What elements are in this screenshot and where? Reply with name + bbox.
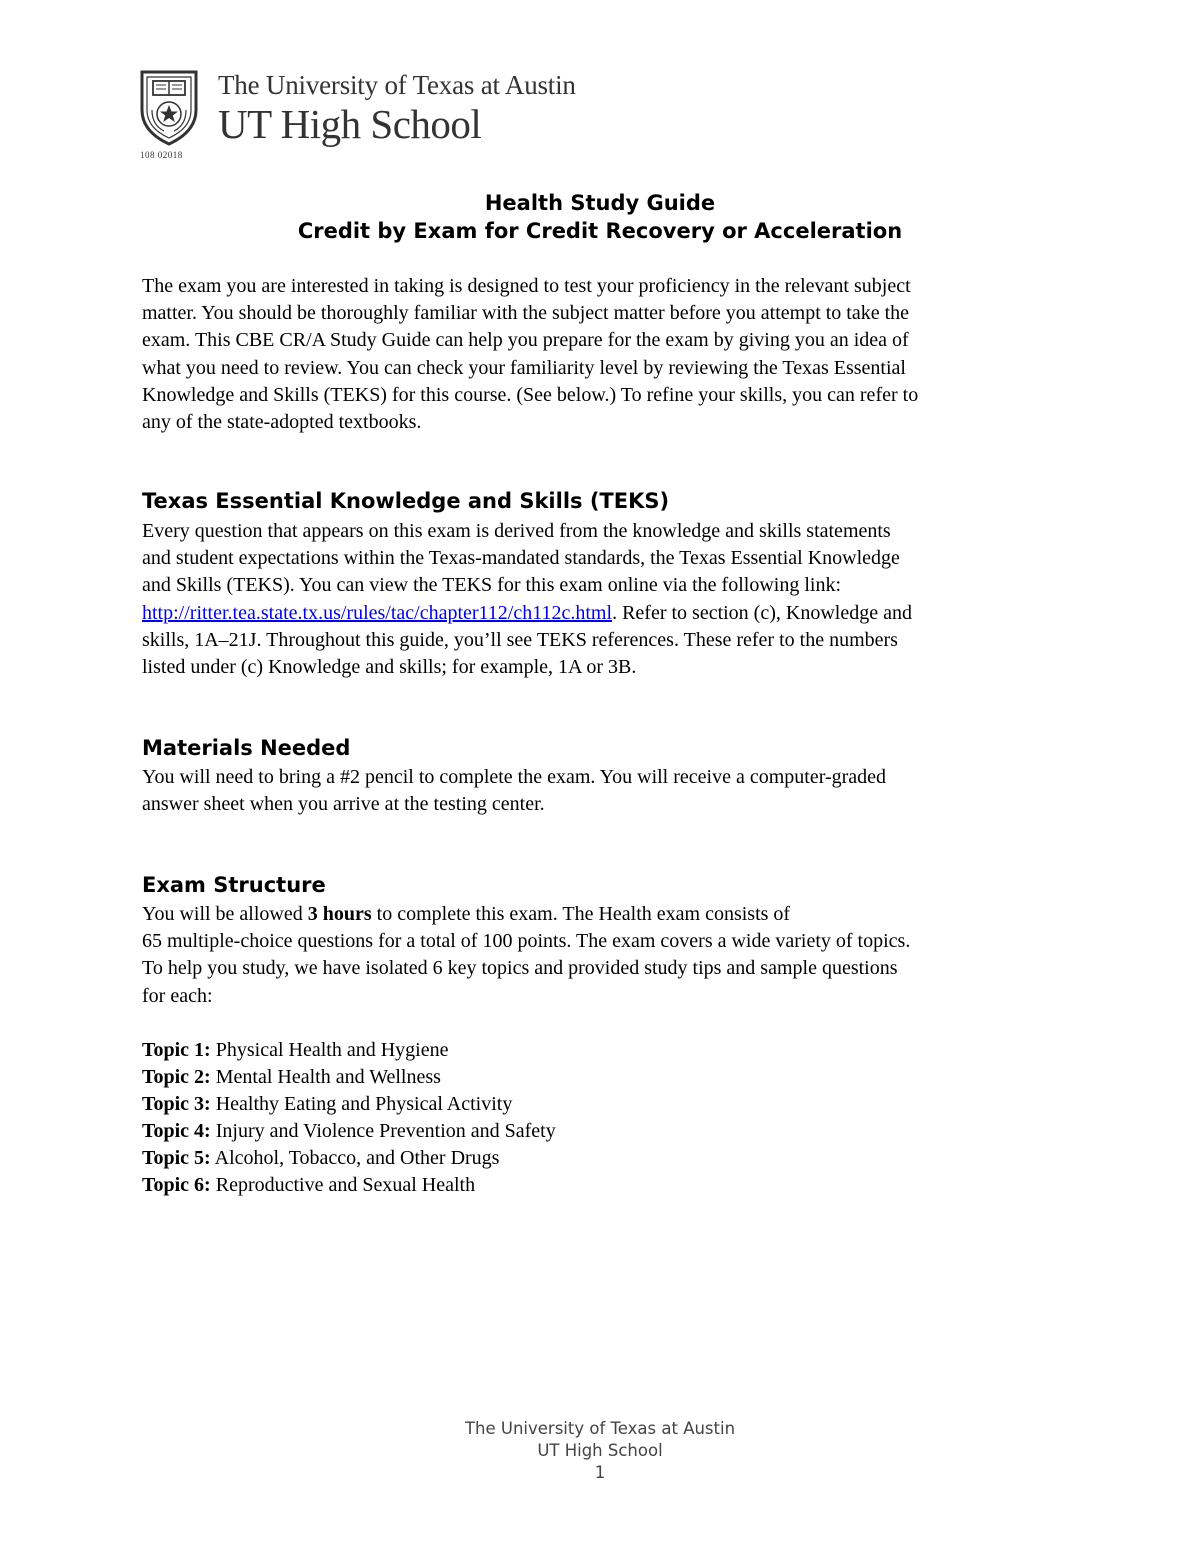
teks-line: Every question that appears on this exam is derived from the knowledge and skills statements	[142, 520, 891, 542]
topic-item	[142, 1172, 556, 1199]
seal-code: 108 02018	[140, 150, 183, 160]
topic-name: Reproductive and Sexual Health	[215, 1174, 476, 1196]
materials-line: You will need to bring a #2 pencil to complete the exam. You will receive a computer-graded	[142, 766, 887, 788]
page-number: 1	[594, 1463, 606, 1482]
intro-line: Knowledge and Skills (TEKS) for this course. (See below.) To refine your skills, you can refer to	[142, 383, 919, 406]
teks-after-link: . Refer to section (c), Knowledge and	[612, 601, 912, 624]
structure-line: for each:	[142, 984, 213, 1007]
materials-paragraph	[142, 764, 1072, 818]
page-header	[140, 70, 660, 170]
topic-item	[142, 1118, 556, 1145]
teks-paragraph	[142, 518, 1072, 681]
structure-heading: Exam Structure	[142, 873, 326, 897]
topic-label: Topic 1:	[142, 1039, 211, 1061]
topic-item	[142, 1091, 556, 1118]
structure-line1-post: to complete this exam. The Health exam consists of	[371, 903, 791, 925]
teks-link[interactable]: http://ritter.tea.state.tx.us/rules/tac/chapter112/ch112c.html	[142, 601, 613, 624]
topic-label: Topic 2:	[142, 1066, 211, 1088]
teks-heading: Texas Essential Knowledge and Skills (TEKS)	[142, 489, 670, 513]
structure-line1-pre: You will be allowed	[142, 903, 308, 925]
teks-line: and student expectations within the Texas-mandated standards, the Texas Essential Knowledge	[142, 547, 900, 570]
topic-list	[142, 1037, 556, 1199]
document-title: Health Study Guide	[484, 191, 716, 215]
topic-label: Topic 6:	[142, 1174, 211, 1196]
topic-name: Injury and Violence Prevention and Safety	[215, 1120, 556, 1142]
structure-line	[142, 901, 1072, 928]
topic-item	[142, 1037, 556, 1064]
intro-line: any of the state-adopted textbooks.	[142, 411, 422, 434]
intro-line: The exam you are interested in taking is designed to test your proficiency in the relevant subject	[142, 275, 911, 297]
teks-line: listed under (c) Knowledge and skills; for example, 1A or 3B.	[142, 656, 637, 679]
intro-line: what you need to review. You can check your familiarity level by reviewing the Texas Essential	[142, 356, 906, 379]
topic-item	[142, 1064, 556, 1091]
topic-label: Topic 4:	[142, 1120, 211, 1142]
structure-hours: 3 hours	[307, 903, 372, 925]
school-name: UT High School	[218, 101, 482, 147]
document-subtitle: Credit by Exam for Credit Recovery or Acceleration	[297, 219, 903, 243]
structure-paragraph	[142, 901, 1072, 1010]
topic-label: Topic 5:	[142, 1147, 211, 1169]
teks-line: skills, 1A–21J. Throughout this guide, you’ll see TEKS references. These refer to the numbers	[142, 628, 898, 651]
materials-line: answer sheet when you arrive at the testing center.	[142, 793, 545, 816]
page-footer	[0, 1418, 1200, 1484]
teks-line-with-link	[142, 600, 1072, 627]
topic-name: Alcohol, Tobacco, and Other Drugs	[214, 1147, 500, 1169]
intro-line: matter. You should be thoroughly familiar with the subject matter before you attempt to take the	[142, 302, 910, 325]
university-name: The University of Texas at Austin	[218, 70, 576, 100]
topic-name: Healthy Eating and Physical Activity	[215, 1093, 513, 1115]
intro-line: exam. This CBE CR/A Study Guide can help you prepare for the exam by giving you an idea of	[142, 329, 909, 352]
footer-school: UT High School	[537, 1441, 663, 1460]
topic-name: Physical Health and Hygiene	[215, 1039, 449, 1061]
footer-university: The University of Texas at Austin	[464, 1419, 736, 1438]
structure-line: To help you study, we have isolated 6 key topics and provided study tips and sample questions	[142, 957, 898, 980]
intro-paragraph	[142, 273, 1072, 436]
materials-heading: Materials Needed	[142, 736, 351, 760]
teks-line: and Skills (TEKS). You can view the TEKS for this exam online via the following link:	[142, 574, 842, 597]
topic-label: Topic 3:	[142, 1093, 211, 1115]
structure-line: 65 multiple-choice questions for a total of 100 points. The exam covers a wide variety of topics.	[142, 930, 911, 953]
topic-item	[142, 1145, 556, 1172]
ut-seal-icon	[140, 70, 198, 146]
topic-name: Mental Health and Wellness	[215, 1066, 441, 1088]
